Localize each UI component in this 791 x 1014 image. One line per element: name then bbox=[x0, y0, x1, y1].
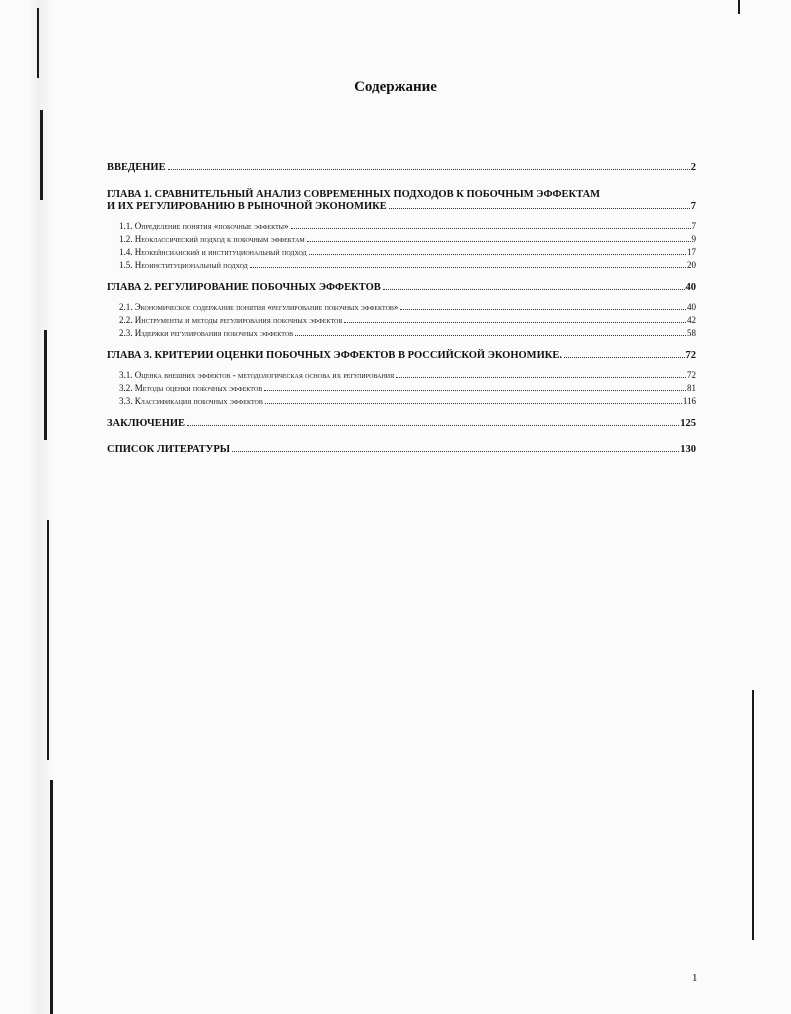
page-title: Содержание bbox=[354, 79, 437, 95]
toc-page-number: 81 bbox=[687, 383, 696, 393]
toc-entry-title: 1.1. Определение понятия «побочные эффекты» bbox=[119, 221, 289, 231]
scan-mark-right bbox=[752, 690, 754, 940]
toc-page-number: 40 bbox=[687, 302, 696, 312]
toc-entry-title: И ИХ РЕГУЛИРОВАНИЮ В РЫНОЧНОЙ ЭКОНОМИКЕ bbox=[107, 201, 387, 212]
toc-page-number: 40 bbox=[685, 282, 696, 293]
toc-page-number: 9 bbox=[691, 234, 696, 244]
toc-entry-chapter-3[interactable] bbox=[107, 350, 696, 362]
toc-entry-chapter-1[interactable] bbox=[107, 201, 696, 213]
toc-entry-conclusion[interactable] bbox=[107, 418, 696, 430]
toc-entry-title: ВВЕДЕНИЕ bbox=[107, 162, 166, 173]
dot-leader bbox=[250, 267, 686, 268]
toc-entry-intro[interactable] bbox=[107, 162, 696, 174]
dot-leader bbox=[168, 169, 690, 170]
toc-entry-1-2[interactable] bbox=[107, 233, 696, 246]
toc-entry-title: ГЛАВА 2. РЕГУЛИРОВАНИЕ ПОБОЧНЫХ ЭФФЕКТОВ bbox=[107, 282, 381, 293]
toc-page-number: 116 bbox=[682, 396, 696, 406]
toc-entry-1-4[interactable] bbox=[107, 246, 696, 259]
toc-entry-3-2[interactable] bbox=[107, 382, 696, 395]
dot-leader bbox=[264, 390, 686, 391]
scan-mark-top-left bbox=[37, 8, 39, 78]
dot-leader bbox=[232, 451, 679, 452]
toc-entry-1-5[interactable] bbox=[107, 259, 696, 272]
toc-page-number: 72 bbox=[687, 370, 696, 380]
toc-entry-title: 1.2. Неоклассический подход к побочным эффектам bbox=[119, 234, 305, 244]
toc-entry-title: 1.5. Неоинституциональный подход bbox=[119, 260, 248, 270]
dot-leader bbox=[396, 377, 686, 378]
dot-leader bbox=[383, 289, 685, 290]
toc-page-number: 42 bbox=[687, 315, 696, 325]
toc-entry-title: 3.2. Методы оценки побочных эффектов bbox=[119, 383, 263, 393]
toc-page-number: 2 bbox=[690, 162, 696, 173]
toc-entry-3-1[interactable] bbox=[107, 369, 696, 382]
toc-entry-1-1[interactable] bbox=[107, 220, 696, 233]
toc-page-number: 7 bbox=[691, 221, 696, 231]
toc-page-number: 72 bbox=[685, 350, 696, 361]
toc-entry-title: 3.1. Оценка внешних эффектов - методологическая основа их регулирования bbox=[119, 370, 395, 380]
toc-entry-title: 1.4. Неокейнсианский и институциональный подход bbox=[119, 247, 307, 257]
scan-mark-left-4 bbox=[50, 780, 53, 1014]
dot-leader bbox=[265, 403, 682, 404]
toc-entry-title: 2.1. Экономическое содержание понятия «регулирование побочных эффектов» bbox=[119, 302, 399, 312]
toc-entry-title: 3.3. Классификация побочных эффектов bbox=[119, 396, 263, 406]
toc-entry-2-2[interactable] bbox=[107, 314, 696, 327]
toc-entry-title: ЗАКЛЮЧЕНИЕ bbox=[107, 418, 186, 429]
toc-entry-references[interactable] bbox=[107, 444, 696, 456]
toc-page-number: 17 bbox=[687, 247, 696, 257]
toc-page-number: 130 bbox=[680, 444, 696, 455]
dot-leader bbox=[291, 228, 691, 229]
toc-chapter-1-heading[interactable]: ГЛАВА 1. СРАВНИТЕЛЬНЫЙ АНАЛИЗ СОВРЕМЕННЫХ ПОДХОДОВ К ПОБОЧНЫМ ЭФФЕКТАМ bbox=[107, 189, 601, 200]
toc-entry-title: 2.2. Инструменты и методы регулирования побочных эффектов bbox=[119, 315, 343, 325]
toc-entry-2-1[interactable] bbox=[107, 301, 696, 314]
toc-page-number: 58 bbox=[687, 328, 696, 338]
toc-entry-2-3[interactable] bbox=[107, 327, 696, 340]
toc-entry-chapter-2[interactable] bbox=[107, 282, 696, 294]
dot-leader bbox=[389, 208, 690, 209]
toc-entry-title: ГЛАВА 3. КРИТЕРИИ ОЦЕНКИ ПОБОЧНЫХ ЭФФЕКТОВ В РОССИЙСКОЙ ЭКОНОМИКЕ. bbox=[107, 350, 562, 361]
dot-leader bbox=[187, 425, 679, 426]
dot-leader bbox=[400, 309, 686, 310]
dot-leader bbox=[307, 241, 691, 242]
page-number: 1 bbox=[692, 972, 698, 984]
toc-entry-3-3[interactable] bbox=[107, 395, 696, 408]
scan-mark-left-2 bbox=[44, 330, 47, 440]
toc-page-number: 7 bbox=[690, 201, 696, 212]
scan-mark-top-right bbox=[738, 0, 740, 14]
dot-leader bbox=[295, 335, 686, 336]
dot-leader bbox=[309, 254, 686, 255]
toc-page-number: 20 bbox=[687, 260, 696, 270]
dot-leader bbox=[564, 357, 685, 358]
toc-entry-title: 2.3. Издержки регулирования побочных эффектов bbox=[119, 328, 294, 338]
table-of-contents bbox=[107, 162, 696, 456]
scan-mark-left-1 bbox=[40, 110, 43, 200]
scan-mark-left-3 bbox=[47, 520, 49, 760]
toc-entry-title: СПИСОК ЛИТЕРАТУРЫ bbox=[107, 444, 231, 455]
dot-leader bbox=[344, 322, 686, 323]
toc-page-number: 125 bbox=[680, 418, 696, 429]
